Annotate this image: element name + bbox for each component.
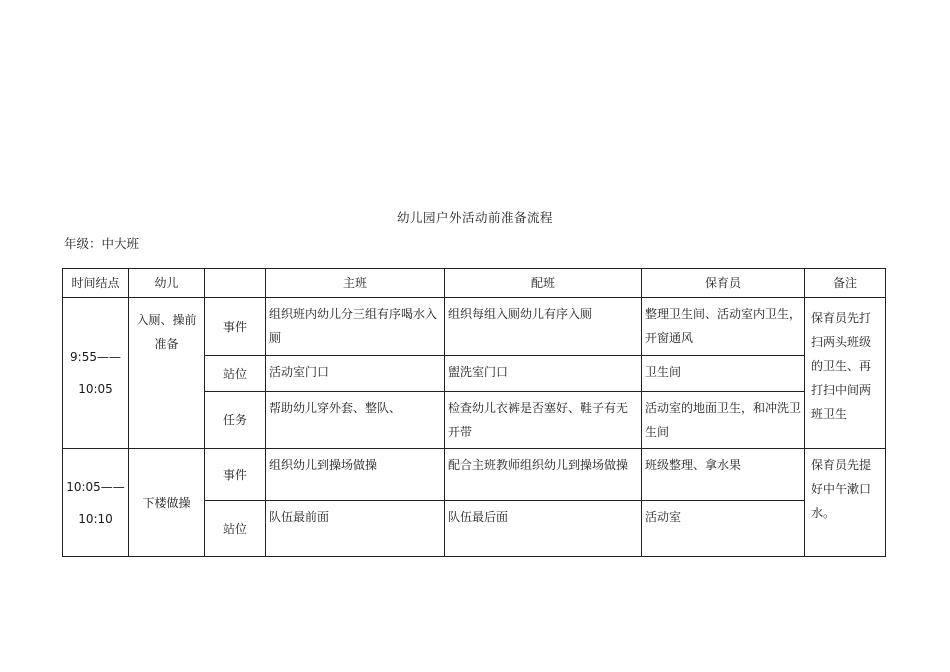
time-cell xyxy=(63,449,129,557)
nurse-cell: 活动室的地面卫生，和冲洗卫生间 xyxy=(642,392,805,449)
header-child: 幼儿 xyxy=(129,269,205,298)
phase-cell: 下楼做操 xyxy=(129,449,205,557)
header-notes: 备注 xyxy=(805,269,886,298)
note-cell: 保育员先提好中午漱口水。 xyxy=(805,449,886,557)
header-nurse: 保育员 xyxy=(642,269,805,298)
assistant-teacher-cell: 盥洗室门口 xyxy=(445,356,642,392)
main-teacher-cell: 组织班内幼儿分三组有序喝水入厕 xyxy=(266,298,445,356)
schedule-table xyxy=(62,268,886,557)
nurse-cell: 活动室 xyxy=(642,501,805,557)
time-start: 9:55—— xyxy=(70,350,121,364)
nurse-cell: 整理卫生间、活动室内卫生，开窗通风 xyxy=(642,298,805,356)
assistant-teacher-cell: 组织每组入厕幼儿有序入厕 xyxy=(445,298,642,356)
main-teacher-cell: 活动室门口 xyxy=(266,356,445,392)
nurse-cell: 卫生间 xyxy=(642,356,805,392)
row-label: 事件 xyxy=(205,449,266,501)
table-header-row xyxy=(63,269,886,298)
header-main-teacher: 主班 xyxy=(266,269,445,298)
assistant-teacher-cell: 检查幼儿衣裤是否塞好、鞋子有无开带 xyxy=(445,392,642,449)
phase-cell: 入厕、操前准备 xyxy=(129,298,205,449)
header-blank xyxy=(205,269,266,298)
main-teacher-cell: 帮助幼儿穿外套、整队、 xyxy=(266,392,445,449)
header-assistant-teacher: 配班 xyxy=(445,269,642,298)
row-label: 站位 xyxy=(205,501,266,557)
main-teacher-cell: 组织幼儿到操场做操 xyxy=(266,449,445,501)
row-label: 事件 xyxy=(205,298,266,356)
row-label: 站位 xyxy=(205,356,266,392)
time-end: 10:05 xyxy=(78,382,113,396)
document-title: 幼儿园户外活动前准备流程 xyxy=(396,210,553,225)
row-label: 任务 xyxy=(205,392,266,449)
main-teacher-cell: 队伍最前面 xyxy=(266,501,445,557)
assistant-teacher-cell: 配合主班教师组织幼儿到操场做操 xyxy=(445,449,642,501)
nurse-cell: 班级整理、拿水果 xyxy=(642,449,805,501)
assistant-teacher-cell: 队伍最后面 xyxy=(445,501,642,557)
note-cell: 保育员先打扫两头班级的卫生、再打扫中间两班卫生 xyxy=(805,298,886,449)
grade-label: 年级：中大班 xyxy=(64,236,140,251)
time-cell xyxy=(63,298,129,449)
header-time: 时间结点 xyxy=(63,269,129,298)
table-row xyxy=(63,298,886,356)
table-row xyxy=(63,449,886,501)
time-end: 10:10 xyxy=(78,511,113,526)
time-start: 10:05—— xyxy=(66,479,125,494)
